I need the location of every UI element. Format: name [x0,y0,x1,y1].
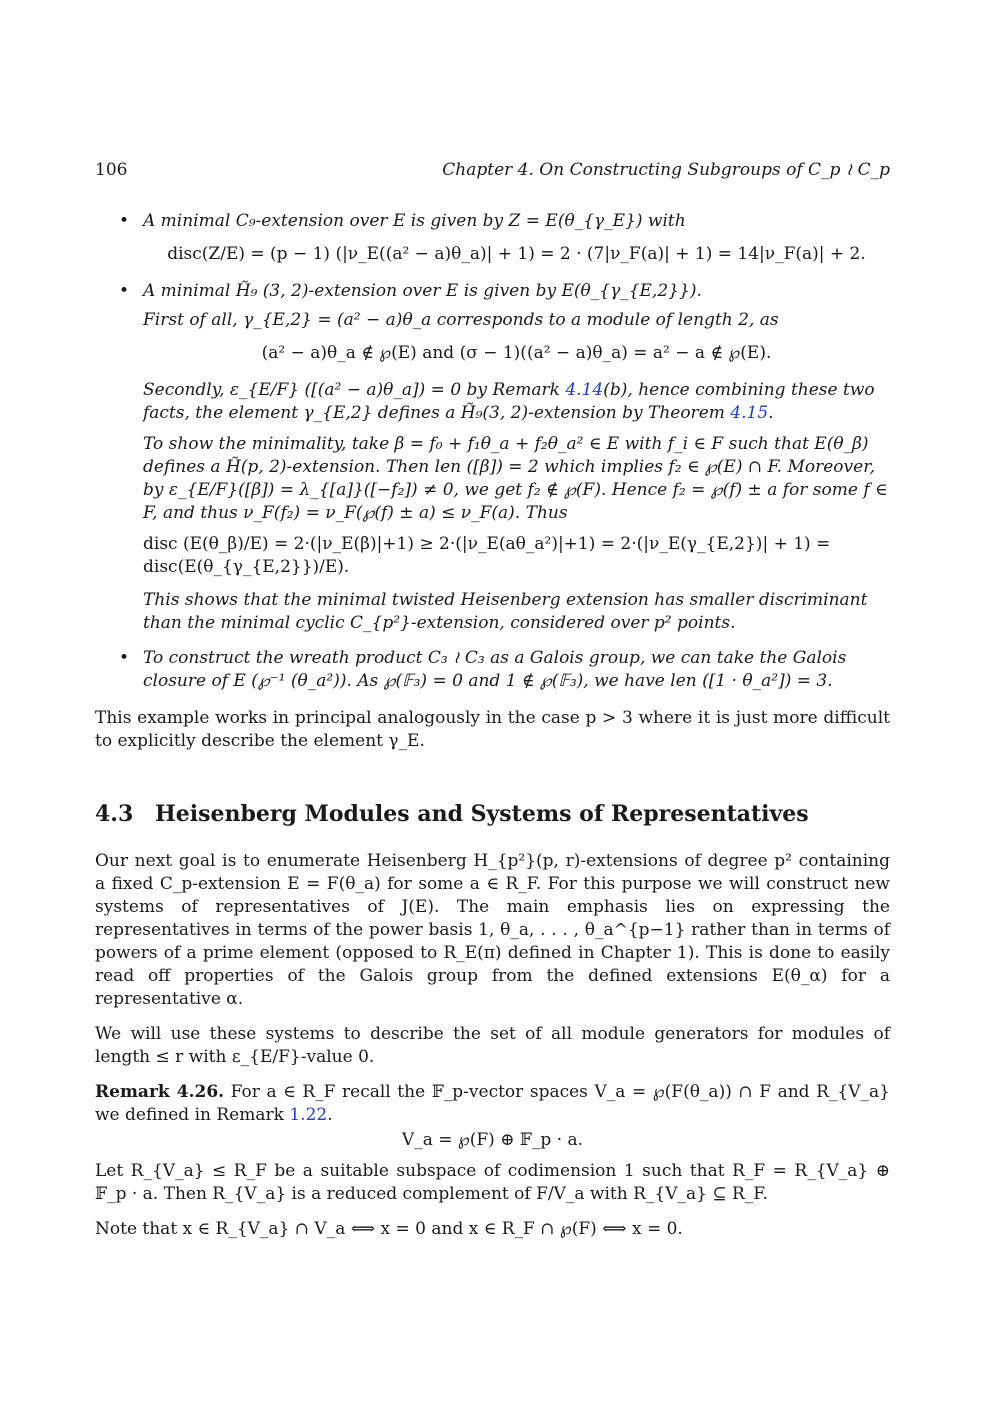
bullet-paragraph [143,379,890,425]
bullet-text: A minimal H̃₉ (3, 2)-extension over E is given by E(θ_{γ_{E,2}}). [143,281,702,301]
bullet-item [95,280,890,635]
section-heading [95,803,890,826]
bullet-item [95,210,890,266]
display-equation: (a² − a)θ_a ∉ ℘(E) and (σ − 1)((a² − a)θ_a) = a² − a ∉ ℘(E). [261,343,772,363]
paragraph: This example works in principal analogously in the case p > 3 where it is just more difficult to explicitly describe the element γ_E. [95,708,890,751]
paragraph: Let R_{V_a} ≤ R_F be a suitable subspace of codimension 1 such that R_F = R_{V_a} ⊕ 𝔽_p · a. Then R_{V_a} is a reduced complement of F/V_a with R_{V_a} ⊆ R_F. [95,1161,890,1204]
page-body [95,210,890,1253]
paragraph: We will use these systems to describe the set of all module generators for modules of length ≤ r with ε_{E/F}-value 0. [95,1024,890,1067]
bullet-dot-icon: • [119,211,130,231]
remark-label: Remark 4.26. [95,1082,225,1102]
bullet-item [95,647,890,693]
bullet-text: A minimal C₉-extension over E is given by Z = E(θ_{γ_E}) with [143,211,686,231]
bullet-paragraph: To show the minimality, take β = f₀ + f₁θ_a + f₂θ_a² ∈ E with f_i ∈ F such that E(θ_β) defines a H̃(p, 2)-extension. Then len ([β]) = 2 which implies f₂ ∈ ℘(E) ∩ F. Moreover, by ε_{E/F}([β]) = λ_{[a]}([−f₂]) ≠ 0, we get f₂ ∉ ℘(F). Hence f₂ = ℘(f) ± a for some f ∈ F, and thus ν_F(f₂) = ν_F(℘(f) ± a) ≤ ν_F(a). Thus [143,434,888,523]
bullet-text: To construct the wreath product C₃ ≀ C₃ as a Galois group, we can take the Galois closure of E (℘⁻¹ (θ_a²)). As ℘(𝔽₃) = 0 and 1 ∉ ℘(𝔽₃), we have len ([1 · θ_a²]) = 3. [143,648,847,691]
theorem-link[interactable]: 4.15 [730,403,769,423]
bullet-dot-icon: • [119,648,130,668]
bullet-paragraph: First of all, γ_{E,2} = (a² − a)θ_a corresponds to a module of length 2, as [143,310,779,330]
remark-link[interactable]: 1.22 [289,1105,328,1125]
display-equation: disc (E(θ_β)/E) = 2·(|ν_E(β)|+1) ≥ 2·(|ν_E(aθ_a²)|+1) = 2·(|ν_E(γ_{E,2})| + 1) = disc(E(θ_{γ_{E,2}})/E). [143,534,831,577]
text-span: For a ∈ R_F recall the 𝔽_p-vector spaces V_a = ℘(F(θ_a)) ∩ F and R_{V_a} we defined in Remark [95,1082,890,1125]
text-span: (b), hence combining these two facts, the element γ_{E,2} defines a H̃₉(3, 2)-extension by Theorem [143,380,875,423]
text-span: . [768,403,774,423]
running-title: Chapter 4. On Constructing Subgroups of C_p ≀ C_p [442,160,890,180]
paragraph: Our next goal is to enumerate Heisenberg H_{p²}(p, r)-extensions of degree p² containing a fixed C_p-extension E = F(θ_a) for some a ∈ R_F. For this purpose we will construct new systems of representatives of J(E). The main emphasis lies on expressing the representatives in terms of the power basis 1, θ_a, . . . , θ_a^{p−1} rather than in terms of powers of a prime element (opposed to R_E(π) defined in Chapter 1). This is done to easily read off properties of the Galois group from the defined extensions E(θ_α) for a representative α. [95,851,890,1009]
display-equation: disc(Z/E) = (p − 1) (|ν_E((a² − a)θ_a)| + 1) = 2 · (7|ν_F(a)| + 1) = 14|ν_F(a)| + 2. [167,244,866,264]
bullet-paragraph: This shows that the minimal twisted Heisenberg extension has smaller discriminant than the minimal cyclic C_{p²}-extension, considered over p² points. [143,590,868,633]
text-span: Secondly, ε_{E/F} ([(a² − a)θ_a]) = 0 by Remark [143,380,566,400]
page-header [95,160,890,184]
remark-link[interactable]: 4.14 [565,380,604,400]
display-equation: V_a = ℘(F) ⊕ 𝔽_p · a. [401,1130,584,1150]
section-number: 4.3 [95,801,134,827]
remark [95,1081,890,1127]
page-number: 106 [95,160,128,180]
text-span: . [327,1105,333,1125]
bullet-dot-icon: • [119,281,130,301]
section-title: Heisenberg Modules and Systems of Representatives [155,801,809,827]
paragraph: Note that x ∈ R_{V_a} ∩ V_a ⟺ x = 0 and x ∈ R_F ∩ ℘(F) ⟺ x = 0. [95,1219,683,1239]
